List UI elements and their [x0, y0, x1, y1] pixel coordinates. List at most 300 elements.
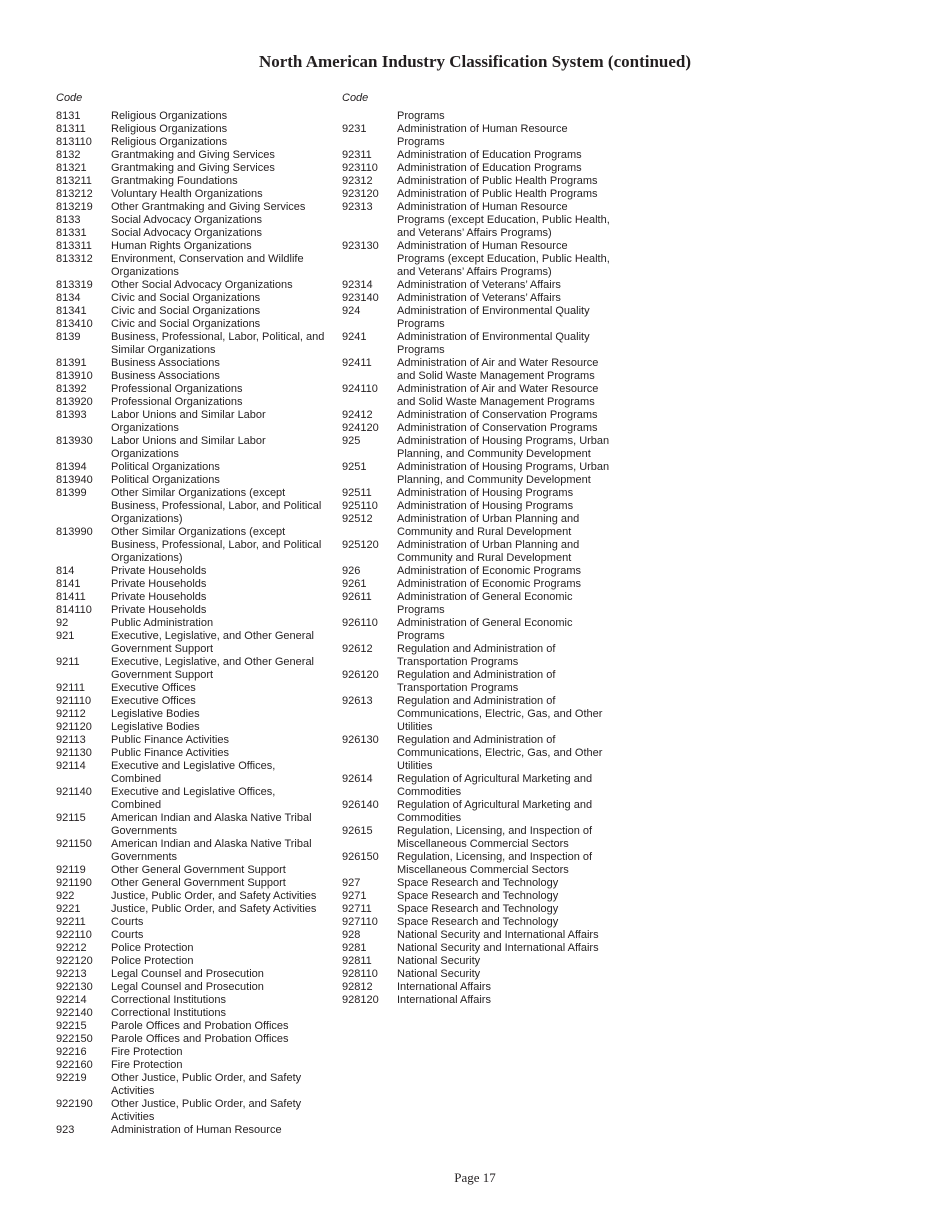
naics-description [397, 955, 632, 968]
naics-entry [56, 370, 336, 383]
naics-description [111, 227, 336, 240]
naics-entry [56, 981, 336, 994]
description-line: Administration of General Economic [397, 617, 573, 629]
description-line: Communications, Electric, Gas, and Other [397, 747, 603, 759]
description-line: Administration of Urban Planning and [397, 539, 580, 551]
naics-code: 813312 [56, 253, 93, 265]
description-line: National Security and International Affairs [397, 929, 599, 941]
naics-code: 927 [342, 877, 361, 889]
naics-description [397, 916, 632, 929]
naics-entry [56, 578, 336, 591]
naics-entry [56, 656, 336, 682]
naics-code: 92214 [56, 994, 87, 1006]
naics-code: 813940 [56, 474, 93, 486]
description-line: Regulation and Administration of [397, 734, 556, 746]
naics-entry [342, 617, 632, 643]
description-line: Commodities [397, 812, 462, 824]
naics-description [397, 240, 632, 279]
naics-code: 813920 [56, 396, 93, 408]
description-line: Professional Organizations [111, 383, 243, 395]
description-line: Administration of Economic Programs [397, 578, 582, 590]
naics-code: 92211 [56, 916, 86, 928]
description-line: Religious Organizations [111, 136, 228, 148]
naics-entry [342, 890, 632, 903]
description-line: Business Associations [111, 370, 220, 382]
naics-code: 926120 [342, 669, 379, 681]
naics-description [111, 630, 336, 656]
naics-entry [342, 942, 632, 955]
description-line: Space Research and Technology [397, 890, 559, 902]
naics-code: 921130 [56, 747, 92, 759]
naics-entry [56, 1046, 336, 1059]
naics-description [397, 461, 632, 487]
naics-code: 92115 [56, 812, 86, 824]
description-line: Regulation and Administration of [397, 669, 556, 681]
naics-code: 921 [56, 630, 75, 642]
naics-entry [342, 240, 632, 279]
description-line: Justice, Public Order, and Safety Activities [111, 903, 317, 915]
naics-entry [56, 838, 336, 864]
naics-entry [342, 929, 632, 942]
naics-code: 813212 [56, 188, 93, 200]
naics-entry [56, 435, 336, 461]
naics-description [397, 292, 632, 305]
code-list [56, 110, 336, 1137]
description-line: Governments [111, 825, 178, 837]
naics-entry [56, 227, 336, 240]
naics-description [111, 929, 336, 942]
page-number: Page 17 [454, 1170, 496, 1185]
description-line: Administration of Conservation Programs [397, 422, 598, 434]
description-line: Environment, Conservation and Wildlife [111, 253, 304, 265]
naics-description [111, 877, 336, 890]
naics-description [397, 695, 632, 734]
naics-description [111, 760, 336, 786]
naics-code: 9251 [342, 461, 367, 473]
naics-code: 9281 [342, 942, 367, 954]
naics-description [111, 474, 336, 487]
description-line: Fire Protection [111, 1059, 183, 1071]
naics-code: 8131 [56, 110, 81, 122]
description-line: Grantmaking Foundations [111, 175, 238, 187]
naics-code: 926 [342, 565, 361, 577]
naics-entry [56, 604, 336, 617]
description-line: Other Grantmaking and Giving Services [111, 201, 306, 213]
naics-entry [56, 396, 336, 409]
description-line: Political Organizations [111, 461, 220, 473]
naics-entry [342, 994, 632, 1007]
naics-description [111, 136, 336, 149]
description-line: Legislative Bodies [111, 721, 200, 733]
description-line: Programs [397, 630, 445, 642]
naics-description [111, 812, 336, 838]
naics-code: 9211 [56, 656, 80, 668]
naics-description [111, 253, 336, 279]
naics-entry [56, 279, 336, 292]
naics-code: 92215 [56, 1020, 87, 1032]
naics-code: 92412 [342, 409, 373, 421]
naics-description [397, 942, 632, 955]
naics-description [397, 487, 632, 500]
naics-code: 92311 [342, 149, 372, 161]
description-line: Combined [111, 799, 162, 811]
naics-description [111, 708, 336, 721]
description-line: Correctional Institutions [111, 1007, 226, 1019]
description-line: Correctional Institutions [111, 994, 226, 1006]
naics-description [111, 903, 336, 916]
naics-code: 923110 [342, 162, 378, 174]
naics-code: 926140 [342, 799, 379, 811]
naics-code: 925120 [342, 539, 379, 551]
naics-description [397, 539, 632, 565]
naics-entry [56, 357, 336, 370]
description-line: International Affairs [397, 994, 491, 1006]
naics-entry [56, 201, 336, 214]
naics-entry [56, 630, 336, 656]
naics-description [111, 279, 336, 292]
naics-entry [56, 877, 336, 890]
description-line: Planning, and Community Development [397, 474, 591, 486]
naics-description [111, 1033, 336, 1046]
description-line: Regulation and Administration of [397, 643, 556, 655]
naics-code: 92219 [56, 1072, 87, 1084]
naics-code: 924 [342, 305, 361, 317]
naics-entry [342, 968, 632, 981]
description-line: National Security and International Affairs [397, 942, 599, 954]
naics-description [397, 578, 632, 591]
naics-code: 92111 [56, 682, 85, 694]
description-line: Miscellaneous Commercial Sectors [397, 864, 569, 876]
naics-entry [56, 526, 336, 565]
naics-code: 922160 [56, 1059, 93, 1071]
naics-entry [56, 1098, 336, 1124]
description-line: Public Finance Activities [111, 734, 229, 746]
naics-description [111, 578, 336, 591]
description-line: Transportation Programs [397, 656, 519, 668]
description-line: Other Justice, Public Order, and Safety [111, 1072, 302, 1084]
naics-description [111, 1046, 336, 1059]
naics-description [397, 643, 632, 669]
naics-entry [342, 422, 632, 435]
naics-code: 924120 [342, 422, 379, 434]
naics-entry [342, 149, 632, 162]
description-line: Administration of Education Programs [397, 149, 582, 161]
naics-description [111, 240, 336, 253]
description-line: Administration of Public Health Programs [397, 175, 598, 187]
naics-description [111, 292, 336, 305]
naics-entry [342, 578, 632, 591]
naics-description [111, 201, 336, 214]
naics-description [397, 877, 632, 890]
naics-code: 92711 [342, 903, 372, 915]
naics-description [397, 773, 632, 799]
description-line: Administration of General Economic [397, 591, 573, 603]
naics-entry [342, 955, 632, 968]
naics-code: 92611 [342, 591, 372, 603]
naics-code: 9261 [342, 578, 367, 590]
naics-entry [342, 799, 632, 825]
naics-code [342, 110, 397, 123]
naics-description [397, 110, 632, 123]
naics-description [111, 188, 336, 201]
naics-code: 92812 [342, 981, 373, 993]
naics-entry [56, 1059, 336, 1072]
naics-description [111, 435, 336, 461]
naics-description [111, 864, 336, 877]
naics-entry [342, 734, 632, 773]
naics-description [111, 357, 336, 370]
description-line: Grantmaking and Giving Services [111, 162, 275, 174]
naics-description [397, 669, 632, 695]
naics-entry [342, 188, 632, 201]
naics-entry [56, 760, 336, 786]
description-line: Labor Unions and Similar Labor [111, 435, 266, 447]
description-line: Private Households [111, 591, 207, 603]
naics-description [397, 123, 632, 149]
naics-description [111, 604, 336, 617]
naics-code: 8134 [56, 292, 81, 304]
description-line: Commodities [397, 786, 462, 798]
naics-entry [342, 903, 632, 916]
naics-entry [56, 461, 336, 474]
description-line: Government Support [111, 643, 214, 655]
naics-entry [56, 734, 336, 747]
naics-description [111, 396, 336, 409]
naics-entry [56, 253, 336, 279]
naics-code: 814110 [56, 604, 92, 616]
description-line: Legislative Bodies [111, 708, 200, 720]
naics-code: 8132 [56, 149, 81, 161]
description-line: Justice, Public Order, and Safety Activities [111, 890, 317, 902]
description-line: Administration of Environmental Quality [397, 305, 590, 317]
description-line: Administration of Human Resource [397, 201, 568, 213]
naics-entry [342, 500, 632, 513]
naics-entry [56, 682, 336, 695]
naics-code: 925 [342, 435, 361, 447]
naics-code: 813219 [56, 201, 93, 213]
naics-code: 813990 [56, 526, 93, 538]
naics-entry [342, 565, 632, 578]
naics-entry [56, 123, 336, 136]
description-line: Planning, and Community Development [397, 448, 591, 460]
naics-entry [56, 175, 336, 188]
naics-description [397, 422, 632, 435]
description-line: Programs [397, 110, 445, 122]
naics-description [397, 305, 632, 331]
right-column [342, 92, 632, 1007]
description-line: Administration of Urban Planning and [397, 513, 580, 525]
description-line: Other General Government Support [111, 864, 286, 876]
description-line: Administration of Conservation Programs [397, 409, 598, 421]
naics-description [111, 591, 336, 604]
naics-entry [56, 409, 336, 435]
description-line: Administration of Air and Water Resource [397, 357, 599, 369]
naics-description [111, 890, 336, 903]
description-line: National Security [397, 968, 481, 980]
naics-description [111, 526, 336, 565]
naics-description [397, 591, 632, 617]
naics-code: 92512 [342, 513, 373, 525]
naics-code: 814 [56, 565, 75, 577]
naics-description [397, 279, 632, 292]
naics-code: 921140 [56, 786, 92, 798]
naics-description [111, 994, 336, 1007]
naics-code: 927110 [342, 916, 378, 928]
description-line: Administration of Environmental Quality [397, 331, 590, 343]
description-line: Administration of Housing Programs [397, 500, 574, 512]
naics-description [111, 968, 336, 981]
naics-entry [56, 162, 336, 175]
description-line: Regulation, Licensing, and Inspection of [397, 851, 593, 863]
description-line: Public Finance Activities [111, 747, 229, 759]
naics-code: 923140 [342, 292, 379, 304]
naics-code: 9221 [56, 903, 81, 915]
naics-description [111, 955, 336, 968]
naics-code: 813311 [56, 240, 92, 252]
naics-description [111, 370, 336, 383]
description-line: Activities [111, 1111, 155, 1123]
naics-code: 81311 [56, 123, 86, 135]
code-list [342, 110, 632, 1007]
description-line: and Veterans’ Affairs Programs) [397, 266, 552, 278]
naics-code: 928 [342, 929, 361, 941]
naics-code: 9231 [342, 123, 367, 135]
naics-description [111, 1020, 336, 1033]
naics-description [111, 656, 336, 682]
naics-code: 921120 [56, 721, 92, 733]
naics-code: 92212 [56, 942, 87, 954]
naics-description [397, 851, 632, 877]
naics-description [111, 682, 336, 695]
description-line: Programs (except Education, Public Health, [397, 214, 610, 226]
naics-code: 92312 [342, 175, 373, 187]
description-line: Administration of Housing Programs, Urban [397, 461, 610, 473]
description-line: Administration of Veterans’ Affairs [397, 279, 561, 291]
naics-entry [56, 916, 336, 929]
naics-code: 926110 [342, 617, 378, 629]
description-line: Executive, Legislative, and Other General [111, 656, 315, 668]
description-line: and Solid Waste Management Programs [397, 370, 595, 382]
naics-code: 92811 [342, 955, 372, 967]
description-line: Other Similar Organizations (except [111, 487, 286, 499]
code-column-header: Code [342, 92, 369, 104]
description-line: Administration of Human Resource [397, 240, 568, 252]
naics-description [397, 201, 632, 240]
naics-entry [342, 292, 632, 305]
description-line: Space Research and Technology [397, 903, 559, 915]
naics-description [111, 331, 336, 357]
naics-code: 92615 [342, 825, 373, 837]
naics-description [111, 110, 336, 123]
naics-code: 922130 [56, 981, 93, 993]
naics-entry [56, 994, 336, 1007]
naics-description [397, 799, 632, 825]
naics-entry [342, 357, 632, 383]
naics-description [111, 838, 336, 864]
description-line: Police Protection [111, 955, 194, 967]
description-line: Political Organizations [111, 474, 220, 486]
description-line: Voluntary Health Organizations [111, 188, 263, 200]
naics-code: 924110 [342, 383, 378, 395]
description-line: Transportation Programs [397, 682, 519, 694]
naics-code: 81394 [56, 461, 87, 473]
description-line: Organizations [111, 266, 179, 278]
naics-entry [342, 643, 632, 669]
naics-description [111, 1007, 336, 1020]
naics-entry [342, 695, 632, 734]
naics-description [397, 981, 632, 994]
naics-entry [342, 123, 632, 149]
description-line: Parole Offices and Probation Offices [111, 1020, 289, 1032]
naics-description [397, 162, 632, 175]
naics-description [111, 214, 336, 227]
naics-entry [56, 331, 336, 357]
description-line: Religious Organizations [111, 110, 228, 122]
naics-code: 81392 [56, 383, 87, 395]
naics-entry [342, 539, 632, 565]
description-line: Administration of Air and Water Resource [397, 383, 599, 395]
naics-entry [56, 903, 336, 916]
naics-description [397, 565, 632, 578]
naics-entry [342, 877, 632, 890]
naics-code: 813410 [56, 318, 93, 330]
description-line: Programs [397, 604, 445, 616]
naics-code: 9241 [342, 331, 367, 343]
naics-description [111, 747, 336, 760]
description-line: Regulation, Licensing, and Inspection of [397, 825, 593, 837]
description-line: Police Protection [111, 942, 194, 954]
description-line: Administration of Education Programs [397, 162, 582, 174]
description-line: Organizations) [111, 513, 183, 525]
naics-code: 813110 [56, 136, 92, 148]
naics-entry [56, 721, 336, 734]
code-column-header: Code [56, 92, 83, 104]
description-line: Community and Rural Development [397, 552, 572, 564]
naics-entry [56, 240, 336, 253]
naics-description [397, 903, 632, 916]
description-line: Business, Professional, Labor, Political, and [111, 331, 325, 343]
description-line: Administration of Human Resource [397, 123, 568, 135]
description-line: Administration of Housing Programs, Urban [397, 435, 610, 447]
naics-code: 922120 [56, 955, 93, 967]
naics-entry [342, 669, 632, 695]
naics-code: 923 [56, 1124, 75, 1136]
naics-description [111, 1124, 336, 1137]
naics-entry [342, 110, 632, 123]
naics-description [397, 175, 632, 188]
naics-description [111, 786, 336, 812]
description-line: Regulation of Agricultural Marketing and [397, 773, 593, 785]
naics-entry [56, 305, 336, 318]
naics-entry [56, 474, 336, 487]
naics-code: 81331 [56, 227, 87, 239]
naics-code: 813910 [56, 370, 93, 382]
description-line: Organizations) [111, 552, 183, 564]
description-line: Professional Organizations [111, 396, 243, 408]
description-line: Activities [111, 1085, 155, 1097]
naics-description [397, 734, 632, 773]
description-line: Business, Professional, Labor, and Political [111, 539, 322, 551]
naics-entry [56, 318, 336, 331]
description-line: Administration of Human Resource [111, 1124, 282, 1136]
description-line: and Veterans’ Affairs Programs) [397, 227, 552, 239]
naics-description [397, 331, 632, 357]
description-line: Other Similar Organizations (except [111, 526, 286, 538]
naics-description [111, 981, 336, 994]
naics-code: 92112 [56, 708, 86, 720]
left-column [56, 92, 336, 1137]
naics-description [111, 565, 336, 578]
